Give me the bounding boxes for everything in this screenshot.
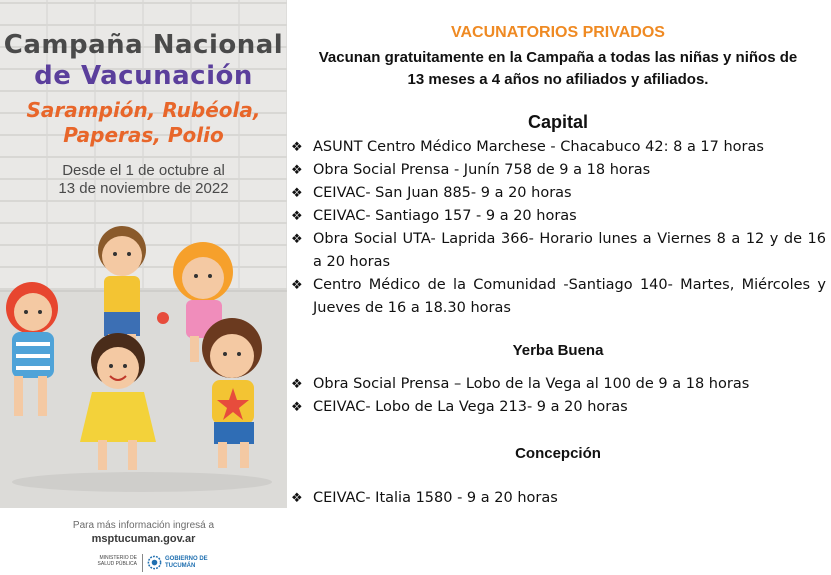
list-item [290, 274, 826, 320]
poster-footer [0, 508, 287, 575]
clinic-text: Obra Social Prensa - Junín 758 de 9 a 18 horas [313, 162, 651, 178]
clinic-list-concepcion [290, 487, 826, 510]
poster-dates-line2: 13 de noviembre de 2022 [58, 180, 229, 197]
child-left-figure [6, 282, 58, 416]
poster-diseases-line1: Sarampión, Rubéola, [26, 98, 261, 122]
children-playing-illustration [0, 220, 287, 508]
poster-dates [0, 162, 287, 198]
government-logo-text [165, 556, 215, 570]
intro-text [290, 47, 826, 91]
poster-dates-line1: Desde el 1 de octubre al [62, 162, 225, 179]
list-item [290, 487, 826, 510]
clinic-text: CEIVAC- Italia 1580 - 9 a 20 horas [313, 490, 558, 506]
clinic-text: Obra Social UTA- Laprida 366- Horario lunes a Viernes 8 a 12 y de 16 a 20 horas [313, 231, 826, 270]
list-item [290, 396, 826, 419]
poster-brick-wall-background [0, 0, 287, 508]
region-title-concepcion: Concepción [515, 445, 601, 462]
clinic-text: Obra Social Prensa – Lobo de la Vega al 100 de 9 a 18 horas [313, 376, 750, 392]
clinic-list-capital [290, 136, 826, 320]
diamond-bullet-icon: ❖ [291, 278, 303, 293]
clinic-text: CEIVAC- Santiago 157 - 9 a 20 horas [313, 208, 577, 224]
diamond-bullet-icon: ❖ [291, 186, 303, 201]
child-bottom-right-figure [202, 318, 262, 468]
logo-divider [142, 554, 143, 572]
clinic-list-yerba-buena [290, 373, 826, 419]
region-title-yerba-buena: Yerba Buena [512, 342, 604, 359]
intro-line1: Vacunan gratuitamente en la Campaña a todas las niñas y niños de [318, 49, 798, 66]
diamond-bullet-icon: ❖ [291, 400, 303, 415]
ministry-logo-line2: SALUD PÚBLICA [97, 561, 137, 567]
list-item [290, 228, 826, 274]
section-heading: VACUNATORIOS PRIVADOS [451, 24, 665, 41]
diamond-bullet-icon: ❖ [291, 140, 303, 155]
tucuman-sun-logo-icon [147, 555, 162, 570]
clinic-text: Centro Médico de la Comunidad -Santiago 140- Martes, Miércoles y Jueves de 16 a 18.30 horas [313, 277, 826, 316]
poster-diseases-line2: Paperas, Polio [63, 123, 224, 147]
list-item [290, 373, 826, 396]
government-logo-line2: TUCUMÁN [165, 563, 196, 569]
campaign-poster [0, 0, 287, 575]
poster-footer-url: msptucuman.gov.ar [91, 533, 196, 545]
clinic-text: CEIVAC- San Juan 885- 9 a 20 horas [313, 185, 572, 201]
list-item [290, 205, 826, 228]
ministry-logo-text [85, 555, 137, 567]
list-item [290, 182, 826, 205]
ministry-logo-line1: MINISTERIO DE [99, 555, 137, 561]
poster-title-line2: de Vacunación [34, 61, 253, 91]
diamond-bullet-icon: ❖ [291, 491, 303, 506]
clinic-text: ASUNT Centro Médico Marchese - Chacabuco 42: 8 a 17 horas [313, 139, 764, 155]
list-item [290, 136, 826, 159]
poster-title-line1: Campaña Nacional [3, 30, 284, 60]
list-item [290, 159, 826, 182]
clinic-text: CEIVAC- Lobo de La Vega 213- 9 a 20 horas [313, 399, 628, 415]
diamond-bullet-icon: ❖ [291, 232, 303, 247]
flower-icon [157, 312, 169, 324]
vaccination-centers-info [290, 0, 831, 575]
poster-diseases [0, 98, 287, 148]
region-title-capital: Capital [527, 112, 588, 132]
intro-line2: 13 meses a 4 años no afiliados y afiliados. [407, 71, 709, 88]
diamond-bullet-icon: ❖ [291, 163, 303, 178]
diamond-bullet-icon: ❖ [291, 209, 303, 224]
child-bottom-center-figure [80, 333, 156, 470]
government-logo-line1: GOBIERNO DE [165, 556, 208, 562]
poster-footer-info: Para más información ingresá a [72, 520, 215, 531]
diamond-bullet-icon: ❖ [291, 377, 303, 392]
poster-footer-logos [85, 554, 215, 572]
